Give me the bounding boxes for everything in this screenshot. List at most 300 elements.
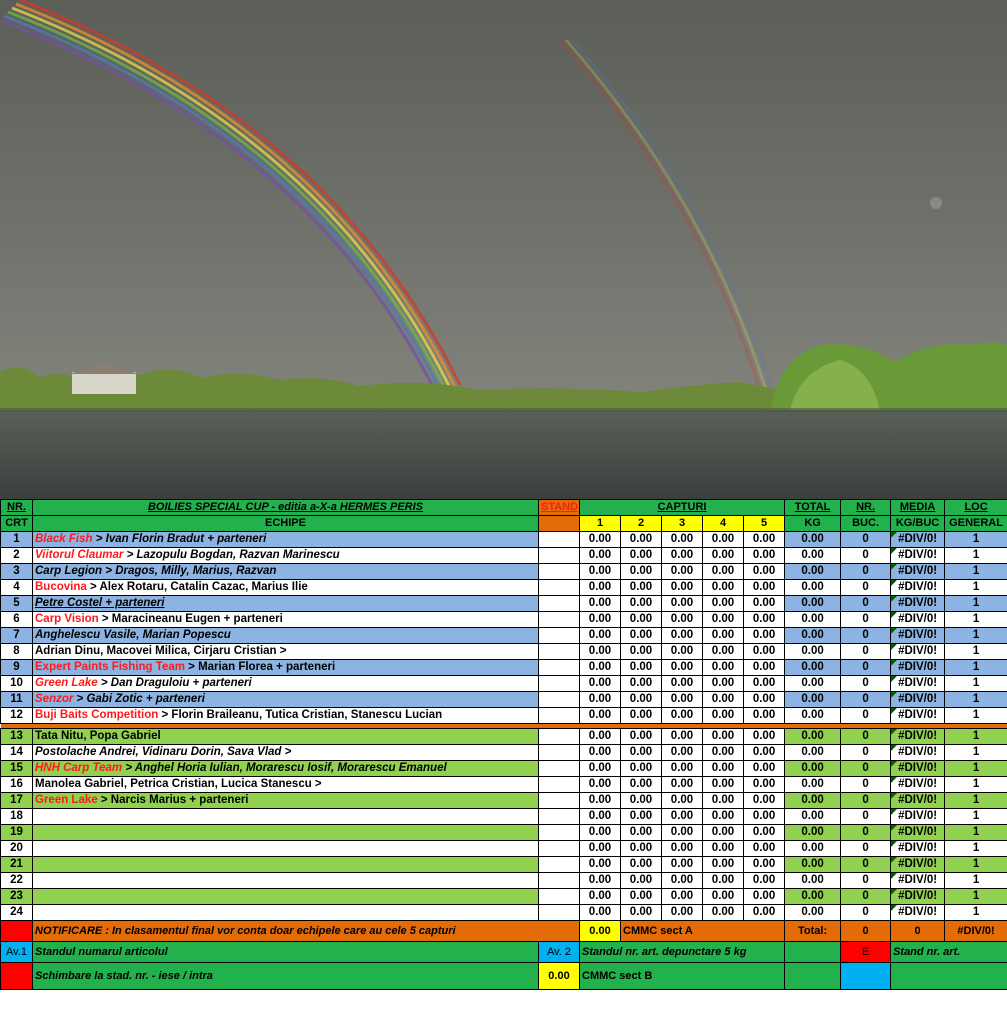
schimbare-note[interactable]: Schimbare la stad. nr. - iese / intra bbox=[33, 963, 539, 990]
capture-2-cell[interactable]: 0.00 bbox=[621, 761, 662, 777]
cmmc-sector-b[interactable]: CMMC sect B bbox=[580, 963, 785, 990]
buc-cell[interactable]: 0 bbox=[841, 777, 891, 793]
team-cell[interactable] bbox=[33, 857, 539, 873]
team-cell[interactable] bbox=[33, 564, 539, 580]
team-cell[interactable] bbox=[33, 580, 539, 596]
capture-4-cell[interactable]: 0.00 bbox=[703, 548, 744, 564]
capture-3-cell[interactable]: 0.00 bbox=[662, 857, 703, 873]
capture-4-cell[interactable]: 0.00 bbox=[703, 692, 744, 708]
total-kg-cell[interactable]: 0.00 bbox=[785, 889, 841, 905]
capture-3-cell[interactable]: 0.00 bbox=[662, 841, 703, 857]
row-number[interactable]: 24 bbox=[1, 905, 33, 921]
capture-4-cell[interactable]: 0.00 bbox=[703, 708, 744, 724]
total-label[interactable]: Total: bbox=[785, 921, 841, 942]
nr-buc-header[interactable]: NR. bbox=[841, 500, 891, 516]
capture-3-cell[interactable]: 0.00 bbox=[662, 905, 703, 921]
loc-cell[interactable]: 1 bbox=[945, 729, 1007, 745]
media-cell[interactable]: #DIV/0! bbox=[891, 660, 945, 676]
capture-1-cell[interactable]: 0.00 bbox=[580, 580, 621, 596]
capture-4-cell[interactable]: 0.00 bbox=[703, 580, 744, 596]
capture-2-cell[interactable]: 0.00 bbox=[621, 628, 662, 644]
capturi-header[interactable]: CAPTURI bbox=[580, 500, 785, 516]
notificare-marker[interactable] bbox=[1, 921, 33, 942]
media-cell[interactable]: #DIV/0! bbox=[891, 708, 945, 724]
media-cell[interactable]: #DIV/0! bbox=[891, 729, 945, 745]
team-cell[interactable] bbox=[33, 825, 539, 841]
team-cell[interactable] bbox=[33, 809, 539, 825]
capture-1-cell[interactable]: 0.00 bbox=[580, 793, 621, 809]
total-kg-cell[interactable]: 0.00 bbox=[785, 777, 841, 793]
total-kg-cell[interactable]: 0.00 bbox=[785, 548, 841, 564]
capture-5-cell[interactable]: 0.00 bbox=[744, 793, 785, 809]
team-cell[interactable] bbox=[33, 644, 539, 660]
row-number[interactable]: 8 bbox=[1, 644, 33, 660]
total-kg-cell[interactable]: 0.00 bbox=[785, 761, 841, 777]
media-cell[interactable]: #DIV/0! bbox=[891, 825, 945, 841]
team-cell[interactable] bbox=[33, 777, 539, 793]
capture-5-cell[interactable]: 0.00 bbox=[744, 532, 785, 548]
media-cell[interactable]: #DIV/0! bbox=[891, 644, 945, 660]
capture-5-cell[interactable]: 0.00 bbox=[744, 692, 785, 708]
cmmc-sector-a[interactable]: CMMC sect A bbox=[621, 921, 785, 942]
stand-header[interactable]: STAND bbox=[539, 500, 580, 516]
stand-cell[interactable] bbox=[539, 809, 580, 825]
stand-cell[interactable] bbox=[539, 761, 580, 777]
footer-blue-cell[interactable] bbox=[841, 963, 891, 990]
media-cell[interactable]: #DIV/0! bbox=[891, 580, 945, 596]
sector-a-value[interactable]: 0.00 bbox=[580, 921, 621, 942]
row-number[interactable]: 14 bbox=[1, 745, 33, 761]
total-kg-cell[interactable]: 0.00 bbox=[785, 660, 841, 676]
capture-1-cell[interactable]: 0.00 bbox=[580, 729, 621, 745]
media-cell[interactable]: #DIV/0! bbox=[891, 692, 945, 708]
stand-cell[interactable] bbox=[539, 580, 580, 596]
capture-col-3[interactable]: 3 bbox=[662, 516, 703, 532]
loc-cell[interactable]: 1 bbox=[945, 809, 1007, 825]
loc-cell[interactable]: 1 bbox=[945, 548, 1007, 564]
capture-5-cell[interactable]: 0.00 bbox=[744, 889, 785, 905]
total-kg-cell[interactable]: 0.00 bbox=[785, 708, 841, 724]
capture-3-cell[interactable]: 0.00 bbox=[662, 628, 703, 644]
loc-cell[interactable]: 1 bbox=[945, 777, 1007, 793]
capture-1-cell[interactable]: 0.00 bbox=[580, 548, 621, 564]
capture-1-cell[interactable]: 0.00 bbox=[580, 857, 621, 873]
buc-cell[interactable]: 0 bbox=[841, 548, 891, 564]
capture-5-cell[interactable]: 0.00 bbox=[744, 580, 785, 596]
loc-cell[interactable]: 1 bbox=[945, 596, 1007, 612]
team-cell[interactable] bbox=[33, 889, 539, 905]
schimbare-marker[interactable] bbox=[1, 963, 33, 990]
capture-2-cell[interactable]: 0.00 bbox=[621, 692, 662, 708]
total-kg-cell[interactable]: 0.00 bbox=[785, 676, 841, 692]
stand-cell[interactable] bbox=[539, 644, 580, 660]
total-kg-cell[interactable]: 0.00 bbox=[785, 841, 841, 857]
av2-badge[interactable]: Av. 2 bbox=[539, 942, 580, 963]
total-kg-cell[interactable]: 0.00 bbox=[785, 596, 841, 612]
capture-2-cell[interactable]: 0.00 bbox=[621, 745, 662, 761]
capture-5-cell[interactable]: 0.00 bbox=[744, 873, 785, 889]
team-cell[interactable] bbox=[33, 548, 539, 564]
loc-cell[interactable]: 1 bbox=[945, 761, 1007, 777]
capture-1-cell[interactable]: 0.00 bbox=[580, 596, 621, 612]
capture-1-cell[interactable]: 0.00 bbox=[580, 841, 621, 857]
buc-cell[interactable]: 0 bbox=[841, 825, 891, 841]
row-number[interactable]: 2 bbox=[1, 548, 33, 564]
echipe-header[interactable]: ECHIPE bbox=[33, 516, 539, 532]
capture-4-cell[interactable]: 0.00 bbox=[703, 745, 744, 761]
team-cell[interactable] bbox=[33, 841, 539, 857]
team-cell[interactable] bbox=[33, 708, 539, 724]
capture-1-cell[interactable]: 0.00 bbox=[580, 745, 621, 761]
total-kg-cell[interactable]: 0.00 bbox=[785, 628, 841, 644]
capture-5-cell[interactable]: 0.00 bbox=[744, 644, 785, 660]
loc-cell[interactable]: 1 bbox=[945, 857, 1007, 873]
capture-4-cell[interactable]: 0.00 bbox=[703, 793, 744, 809]
team-cell[interactable] bbox=[33, 745, 539, 761]
stand-cell[interactable] bbox=[539, 564, 580, 580]
loc-cell[interactable]: 1 bbox=[945, 580, 1007, 596]
buc-cell[interactable]: 0 bbox=[841, 660, 891, 676]
total-kg-cell[interactable]: 0.00 bbox=[785, 809, 841, 825]
capture-1-cell[interactable]: 0.00 bbox=[580, 761, 621, 777]
capture-2-cell[interactable]: 0.00 bbox=[621, 825, 662, 841]
general-header[interactable]: GENERAL bbox=[945, 516, 1007, 532]
capture-3-cell[interactable]: 0.00 bbox=[662, 548, 703, 564]
total-kg-cell[interactable]: 0.00 bbox=[785, 644, 841, 660]
team-cell[interactable] bbox=[33, 729, 539, 745]
stand-cell[interactable] bbox=[539, 708, 580, 724]
capture-2-cell[interactable]: 0.00 bbox=[621, 729, 662, 745]
row-number[interactable]: 16 bbox=[1, 777, 33, 793]
capture-5-cell[interactable]: 0.00 bbox=[744, 857, 785, 873]
capture-2-cell[interactable]: 0.00 bbox=[621, 873, 662, 889]
media-cell[interactable]: #DIV/0! bbox=[891, 905, 945, 921]
capture-5-cell[interactable]: 0.00 bbox=[744, 612, 785, 628]
buc-cell[interactable]: 0 bbox=[841, 873, 891, 889]
loc-cell[interactable]: 1 bbox=[945, 889, 1007, 905]
av1-badge[interactable]: Av.1 bbox=[1, 942, 33, 963]
capture-3-cell[interactable]: 0.00 bbox=[662, 676, 703, 692]
row-number[interactable]: 17 bbox=[1, 793, 33, 809]
loc-cell[interactable]: 1 bbox=[945, 745, 1007, 761]
capture-4-cell[interactable]: 0.00 bbox=[703, 532, 744, 548]
capture-5-cell[interactable]: 0.00 bbox=[744, 825, 785, 841]
row-number[interactable]: 12 bbox=[1, 708, 33, 724]
capture-2-cell[interactable]: 0.00 bbox=[621, 644, 662, 660]
capture-1-cell[interactable]: 0.00 bbox=[580, 708, 621, 724]
capture-1-cell[interactable]: 0.00 bbox=[580, 564, 621, 580]
capture-2-cell[interactable]: 0.00 bbox=[621, 857, 662, 873]
stand-cell[interactable] bbox=[539, 729, 580, 745]
loc-cell[interactable]: 1 bbox=[945, 841, 1007, 857]
capture-1-cell[interactable]: 0.00 bbox=[580, 532, 621, 548]
stand-cell[interactable] bbox=[539, 777, 580, 793]
media-cell[interactable]: #DIV/0! bbox=[891, 564, 945, 580]
capture-2-cell[interactable]: 0.00 bbox=[621, 532, 662, 548]
capture-1-cell[interactable]: 0.00 bbox=[580, 809, 621, 825]
row-number[interactable]: 15 bbox=[1, 761, 33, 777]
stand-cell[interactable] bbox=[539, 873, 580, 889]
row-number[interactable]: 13 bbox=[1, 729, 33, 745]
row-number[interactable]: 4 bbox=[1, 580, 33, 596]
media-cell[interactable]: #DIV/0! bbox=[891, 745, 945, 761]
capture-col-2[interactable]: 2 bbox=[621, 516, 662, 532]
capture-4-cell[interactable]: 0.00 bbox=[703, 729, 744, 745]
capture-3-cell[interactable]: 0.00 bbox=[662, 564, 703, 580]
capture-3-cell[interactable]: 0.00 bbox=[662, 825, 703, 841]
buc-cell[interactable]: 0 bbox=[841, 761, 891, 777]
media-cell[interactable]: #DIV/0! bbox=[891, 809, 945, 825]
capture-4-cell[interactable]: 0.00 bbox=[703, 905, 744, 921]
media-cell[interactable]: #DIV/0! bbox=[891, 676, 945, 692]
total-kg-cell[interactable]: 0.00 bbox=[785, 825, 841, 841]
total-kg-cell[interactable]: 0.00 bbox=[785, 564, 841, 580]
total-kg-cell[interactable]: 0.00 bbox=[785, 612, 841, 628]
capture-3-cell[interactable]: 0.00 bbox=[662, 777, 703, 793]
capture-1-cell[interactable]: 0.00 bbox=[580, 692, 621, 708]
capture-1-cell[interactable]: 0.00 bbox=[580, 644, 621, 660]
loc-cell[interactable]: 1 bbox=[945, 692, 1007, 708]
footer-spacer-3[interactable] bbox=[891, 963, 1007, 990]
capture-2-cell[interactable]: 0.00 bbox=[621, 777, 662, 793]
stand-cell[interactable] bbox=[539, 825, 580, 841]
media-cell[interactable]: #DIV/0! bbox=[891, 532, 945, 548]
total-buc[interactable]: 0 bbox=[891, 921, 945, 942]
stand-cell[interactable] bbox=[539, 532, 580, 548]
total-kg-cell[interactable]: 0.00 bbox=[785, 692, 841, 708]
stand-cell[interactable] bbox=[539, 793, 580, 809]
capture-5-cell[interactable]: 0.00 bbox=[744, 628, 785, 644]
stand-cell[interactable] bbox=[539, 841, 580, 857]
capture-1-cell[interactable]: 0.00 bbox=[580, 825, 621, 841]
competition-title[interactable]: BOILIES SPECIAL CUP - editia a-X-a HERMES PERIS bbox=[33, 500, 539, 516]
capture-2-cell[interactable]: 0.00 bbox=[621, 708, 662, 724]
stand-cell[interactable] bbox=[539, 889, 580, 905]
buc-cell[interactable]: 0 bbox=[841, 612, 891, 628]
capture-5-cell[interactable]: 0.00 bbox=[744, 660, 785, 676]
capture-5-cell[interactable]: 0.00 bbox=[744, 596, 785, 612]
buc-cell[interactable]: 0 bbox=[841, 532, 891, 548]
team-cell[interactable] bbox=[33, 532, 539, 548]
row-number[interactable]: 22 bbox=[1, 873, 33, 889]
kg-header[interactable]: KG bbox=[785, 516, 841, 532]
stand-cell[interactable] bbox=[539, 857, 580, 873]
capture-1-cell[interactable]: 0.00 bbox=[580, 628, 621, 644]
capture-5-cell[interactable]: 0.00 bbox=[744, 841, 785, 857]
buc-cell[interactable]: 0 bbox=[841, 745, 891, 761]
capture-1-cell[interactable]: 0.00 bbox=[580, 905, 621, 921]
capture-3-cell[interactable]: 0.00 bbox=[662, 889, 703, 905]
capture-3-cell[interactable]: 0.00 bbox=[662, 532, 703, 548]
loc-cell[interactable]: 1 bbox=[945, 532, 1007, 548]
capture-3-cell[interactable]: 0.00 bbox=[662, 729, 703, 745]
team-cell[interactable] bbox=[33, 676, 539, 692]
capture-4-cell[interactable]: 0.00 bbox=[703, 596, 744, 612]
media-cell[interactable]: #DIV/0! bbox=[891, 628, 945, 644]
capture-4-cell[interactable]: 0.00 bbox=[703, 873, 744, 889]
row-number[interactable]: 10 bbox=[1, 676, 33, 692]
team-cell[interactable] bbox=[33, 596, 539, 612]
capture-3-cell[interactable]: 0.00 bbox=[662, 580, 703, 596]
capture-1-cell[interactable]: 0.00 bbox=[580, 660, 621, 676]
media-cell[interactable]: #DIV/0! bbox=[891, 857, 945, 873]
buc-cell[interactable]: 0 bbox=[841, 708, 891, 724]
buc-cell[interactable]: 0 bbox=[841, 628, 891, 644]
stand-cell[interactable] bbox=[539, 745, 580, 761]
capture-2-cell[interactable]: 0.00 bbox=[621, 548, 662, 564]
loc-cell[interactable]: 1 bbox=[945, 644, 1007, 660]
loc-cell[interactable]: 1 bbox=[945, 708, 1007, 724]
row-number[interactable]: 20 bbox=[1, 841, 33, 857]
buc-cell[interactable]: 0 bbox=[841, 857, 891, 873]
team-cell[interactable] bbox=[33, 692, 539, 708]
capture-3-cell[interactable]: 0.00 bbox=[662, 596, 703, 612]
total-kg-cell[interactable]: 0.00 bbox=[785, 873, 841, 889]
stand-cell[interactable] bbox=[539, 660, 580, 676]
capture-3-cell[interactable]: 0.00 bbox=[662, 873, 703, 889]
stand-cell[interactable] bbox=[539, 628, 580, 644]
capture-4-cell[interactable]: 0.00 bbox=[703, 809, 744, 825]
row-number[interactable]: 3 bbox=[1, 564, 33, 580]
media-cell[interactable]: #DIV/0! bbox=[891, 841, 945, 857]
media-cell[interactable]: #DIV/0! bbox=[891, 612, 945, 628]
stand-cell[interactable] bbox=[539, 676, 580, 692]
team-cell[interactable] bbox=[33, 628, 539, 644]
capture-4-cell[interactable]: 0.00 bbox=[703, 676, 744, 692]
total-header[interactable]: TOTAL bbox=[785, 500, 841, 516]
loc-cell[interactable]: 1 bbox=[945, 612, 1007, 628]
capture-4-cell[interactable]: 0.00 bbox=[703, 761, 744, 777]
footer-spacer-2[interactable] bbox=[785, 963, 841, 990]
capture-2-cell[interactable]: 0.00 bbox=[621, 809, 662, 825]
crt-header[interactable]: CRT bbox=[1, 516, 33, 532]
capture-3-cell[interactable]: 0.00 bbox=[662, 692, 703, 708]
media-cell[interactable]: #DIV/0! bbox=[891, 548, 945, 564]
capture-4-cell[interactable]: 0.00 bbox=[703, 857, 744, 873]
media-cell[interactable]: #DIV/0! bbox=[891, 761, 945, 777]
media-cell[interactable]: #DIV/0! bbox=[891, 873, 945, 889]
footer-spacer-1[interactable] bbox=[785, 942, 841, 963]
capture-2-cell[interactable]: 0.00 bbox=[621, 660, 662, 676]
capture-4-cell[interactable]: 0.00 bbox=[703, 660, 744, 676]
row-number[interactable]: 11 bbox=[1, 692, 33, 708]
capture-5-cell[interactable]: 0.00 bbox=[744, 548, 785, 564]
buc-cell[interactable]: 0 bbox=[841, 580, 891, 596]
capture-col-1[interactable]: 1 bbox=[580, 516, 621, 532]
team-cell[interactable] bbox=[33, 905, 539, 921]
capture-1-cell[interactable]: 0.00 bbox=[580, 873, 621, 889]
capture-2-cell[interactable]: 0.00 bbox=[621, 793, 662, 809]
capture-4-cell[interactable]: 0.00 bbox=[703, 825, 744, 841]
row-number[interactable]: 7 bbox=[1, 628, 33, 644]
capture-5-cell[interactable]: 0.00 bbox=[744, 708, 785, 724]
row-number[interactable]: 19 bbox=[1, 825, 33, 841]
buc-cell[interactable]: 0 bbox=[841, 564, 891, 580]
capture-3-cell[interactable]: 0.00 bbox=[662, 809, 703, 825]
row-number[interactable]: 9 bbox=[1, 660, 33, 676]
team-cell[interactable] bbox=[33, 793, 539, 809]
media-cell[interactable]: #DIV/0! bbox=[891, 889, 945, 905]
capture-4-cell[interactable]: 0.00 bbox=[703, 628, 744, 644]
capture-3-cell[interactable]: 0.00 bbox=[662, 612, 703, 628]
stand-cell[interactable] bbox=[539, 596, 580, 612]
capture-5-cell[interactable]: 0.00 bbox=[744, 809, 785, 825]
buc-cell[interactable]: 0 bbox=[841, 644, 891, 660]
team-cell[interactable] bbox=[33, 873, 539, 889]
capture-2-cell[interactable]: 0.00 bbox=[621, 676, 662, 692]
capture-col-4[interactable]: 4 bbox=[703, 516, 744, 532]
capture-4-cell[interactable]: 0.00 bbox=[703, 777, 744, 793]
capture-5-cell[interactable]: 0.00 bbox=[744, 761, 785, 777]
capture-5-cell[interactable]: 0.00 bbox=[744, 777, 785, 793]
buc-cell[interactable]: 0 bbox=[841, 676, 891, 692]
capture-3-cell[interactable]: 0.00 bbox=[662, 745, 703, 761]
capture-2-cell[interactable]: 0.00 bbox=[621, 596, 662, 612]
capture-4-cell[interactable]: 0.00 bbox=[703, 889, 744, 905]
loc-header[interactable]: LOC bbox=[945, 500, 1007, 516]
capture-4-cell[interactable]: 0.00 bbox=[703, 564, 744, 580]
capture-4-cell[interactable]: 0.00 bbox=[703, 644, 744, 660]
row-number[interactable]: 1 bbox=[1, 532, 33, 548]
total-kg-cell[interactable]: 0.00 bbox=[785, 580, 841, 596]
capture-1-cell[interactable]: 0.00 bbox=[580, 777, 621, 793]
buc-cell[interactable]: 0 bbox=[841, 841, 891, 857]
capture-2-cell[interactable]: 0.00 bbox=[621, 612, 662, 628]
sector-b-value[interactable]: 0.00 bbox=[539, 963, 580, 990]
media-cell[interactable]: #DIV/0! bbox=[891, 793, 945, 809]
capture-col-5[interactable]: 5 bbox=[744, 516, 785, 532]
stand-cell[interactable] bbox=[539, 905, 580, 921]
total-kg-cell[interactable]: 0.00 bbox=[785, 905, 841, 921]
capture-4-cell[interactable]: 0.00 bbox=[703, 612, 744, 628]
loc-cell[interactable]: 1 bbox=[945, 873, 1007, 889]
buc-header[interactable]: BUC. bbox=[841, 516, 891, 532]
loc-cell[interactable]: 1 bbox=[945, 564, 1007, 580]
capture-2-cell[interactable]: 0.00 bbox=[621, 889, 662, 905]
capture-2-cell[interactable]: 0.00 bbox=[621, 564, 662, 580]
loc-cell[interactable]: 1 bbox=[945, 793, 1007, 809]
buc-cell[interactable]: 0 bbox=[841, 729, 891, 745]
loc-cell[interactable]: 1 bbox=[945, 628, 1007, 644]
media-cell[interactable]: #DIV/0! bbox=[891, 596, 945, 612]
capture-4-cell[interactable]: 0.00 bbox=[703, 841, 744, 857]
row-number[interactable]: 21 bbox=[1, 857, 33, 873]
capture-3-cell[interactable]: 0.00 bbox=[662, 793, 703, 809]
total-kg-cell[interactable]: 0.00 bbox=[785, 729, 841, 745]
buc-cell[interactable]: 0 bbox=[841, 889, 891, 905]
total-kg-cell[interactable]: 0.00 bbox=[785, 532, 841, 548]
row-number[interactable]: 5 bbox=[1, 596, 33, 612]
capture-2-cell[interactable]: 0.00 bbox=[621, 580, 662, 596]
capture-3-cell[interactable]: 0.00 bbox=[662, 761, 703, 777]
buc-cell[interactable]: 0 bbox=[841, 692, 891, 708]
stand-cell[interactable] bbox=[539, 692, 580, 708]
e-badge[interactable]: E bbox=[841, 942, 891, 963]
capture-1-cell[interactable]: 0.00 bbox=[580, 612, 621, 628]
media-header[interactable]: MEDIA bbox=[891, 500, 945, 516]
nr-header[interactable]: NR. bbox=[1, 500, 33, 516]
capture-5-cell[interactable]: 0.00 bbox=[744, 905, 785, 921]
notificare-text[interactable]: NOTIFICARE : In clasamentul final vor conta doar echipele care au cele 5 capturi bbox=[33, 921, 580, 942]
total-media[interactable]: #DIV/0! bbox=[945, 921, 1007, 942]
loc-cell[interactable]: 1 bbox=[945, 676, 1007, 692]
stand-header-cell[interactable] bbox=[539, 516, 580, 532]
capture-3-cell[interactable]: 0.00 bbox=[662, 708, 703, 724]
stand-cell[interactable] bbox=[539, 548, 580, 564]
loc-cell[interactable]: 1 bbox=[945, 905, 1007, 921]
capture-3-cell[interactable]: 0.00 bbox=[662, 660, 703, 676]
team-cell[interactable] bbox=[33, 660, 539, 676]
